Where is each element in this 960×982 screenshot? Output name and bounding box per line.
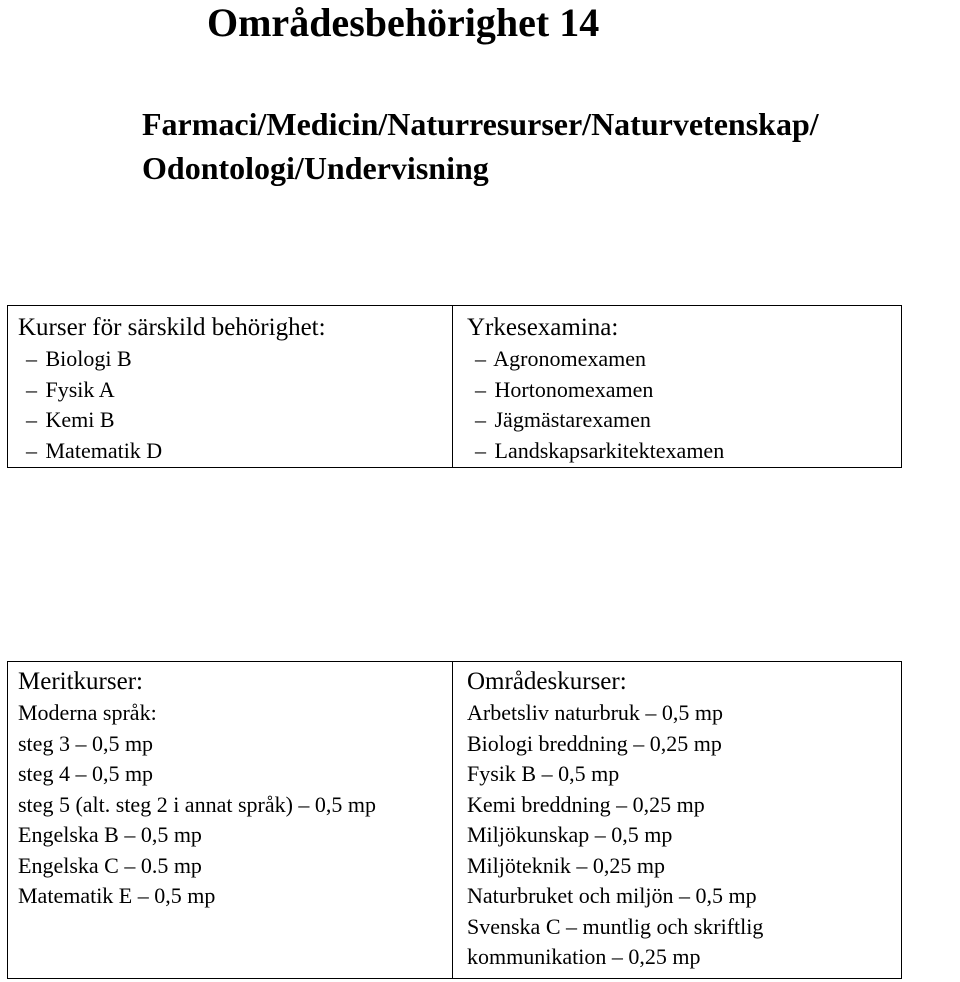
- area-courses-heading: Områdeskurser:: [467, 668, 627, 695]
- professional-degree-item: – Agronomexamen: [467, 344, 901, 375]
- area-course-item: Miljökunskap – 0,5 mp: [467, 822, 673, 847]
- dash-icon: –: [26, 346, 37, 371]
- dash-icon: –: [26, 407, 37, 432]
- merit-course-item: Engelska C – 0.5 mp: [18, 852, 202, 878]
- dash-icon: –: [475, 376, 486, 402]
- merit-course-item: steg 4 – 0,5 mp: [18, 761, 154, 786]
- area-course-item: Kemi breddning – 0,25 mp: [467, 791, 705, 817]
- merit-course-item: steg 5 (alt. steg 2 i annat språk) – 0,5 mp: [18, 791, 377, 817]
- area-course-item: Miljöteknik – 0,25 mp: [467, 852, 665, 878]
- merit-course-item: Matematik E – 0,5 mp: [18, 883, 216, 908]
- dash-icon: –: [26, 437, 37, 463]
- page-subtitle: [142, 102, 819, 190]
- dash-icon: –: [475, 407, 486, 432]
- merit-courses-box: [7, 661, 453, 979]
- special-courses-box: [7, 305, 453, 468]
- dash-icon: –: [475, 437, 486, 463]
- area-course-item: Arbetsliv naturbruk – 0,5 mp: [467, 700, 724, 725]
- professional-degree-item: – Landskapsarkitektexamen: [467, 436, 901, 467]
- area-course-item: Svenska C – muntlig och skriftlig kommunikation – 0,25 mp: [467, 913, 764, 969]
- subtitle-line-1: Farmaci/Medicin/Naturresurser/Naturvetenskap/: [142, 106, 819, 142]
- professional-degrees-box: [452, 305, 902, 468]
- merit-course-item: Moderna språk:: [18, 700, 157, 725]
- professional-degrees-heading: Yrkesexamina:: [467, 314, 619, 341]
- professional-degree-item: – Hortonomexamen: [467, 375, 901, 406]
- special-course-item: – Matematik D: [18, 436, 452, 467]
- area-course-item: Naturbruket och miljön – 0,5 mp: [467, 883, 757, 908]
- special-course-item: – Kemi B: [18, 405, 452, 436]
- area-course-item: Fysik B – 0,5 mp: [467, 761, 620, 786]
- merit-course-item: steg 3 – 0,5 mp: [18, 730, 154, 756]
- page-title: Områdesbehörighet 14: [207, 0, 600, 45]
- special-course-item: – Biologi B: [18, 344, 452, 375]
- area-course-item: Biologi breddning – 0,25 mp: [467, 730, 722, 756]
- merit-course-item: Engelska B – 0,5 mp: [18, 822, 202, 847]
- dash-icon: –: [475, 346, 486, 371]
- dash-icon: –: [26, 376, 37, 402]
- special-course-item: – Fysik A: [18, 375, 452, 406]
- subtitle-line-2: Odontologi/Undervisning: [142, 150, 489, 186]
- special-courses-heading: Kurser för särskild behörighet:: [18, 314, 326, 341]
- area-courses-box: [452, 661, 902, 979]
- professional-degree-item: – Jägmästarexamen: [467, 405, 901, 436]
- merit-courses-heading: Meritkurser:: [18, 668, 143, 695]
